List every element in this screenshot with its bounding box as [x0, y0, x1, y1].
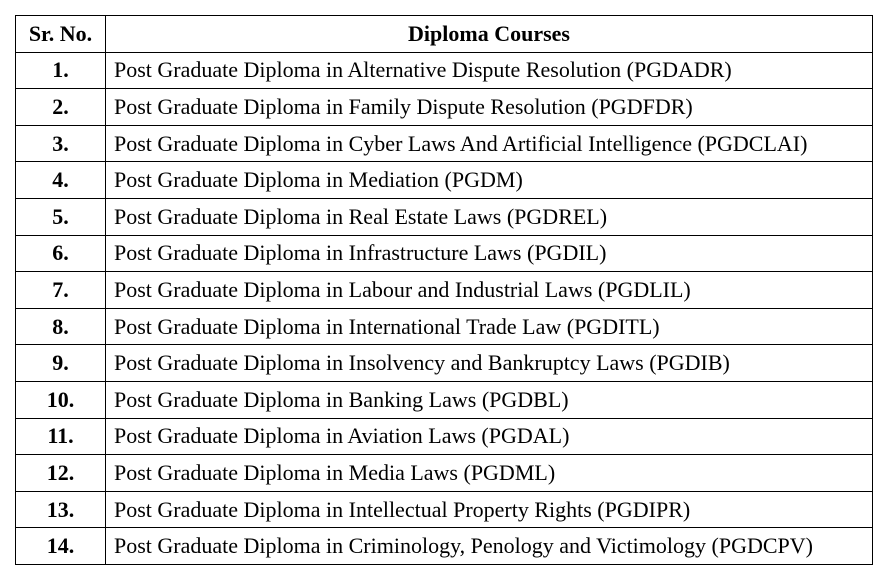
table-row	[16, 418, 873, 455]
course-name-cell: Post Graduate Diploma in Banking Laws (PGDBL)	[106, 381, 873, 418]
table-row	[16, 381, 873, 418]
table-row	[16, 528, 873, 565]
table-header	[16, 16, 873, 53]
sr-no-cell: 10.	[16, 381, 106, 418]
course-name-cell: Post Graduate Diploma in Cyber Laws And Artificial Intelligence (PGDCLAI)	[106, 125, 873, 162]
sr-no-cell: 12.	[16, 455, 106, 492]
course-name-cell: Post Graduate Diploma in Criminology, Penology and Victimology (PGDCPV)	[106, 528, 873, 565]
sr-no-cell: 4.	[16, 162, 106, 199]
course-name-cell: Post Graduate Diploma in Mediation (PGDM)	[106, 162, 873, 199]
course-name-cell: Post Graduate Diploma in Infrastructure Laws (PGDIL)	[106, 235, 873, 272]
sr-no-cell: 8.	[16, 308, 106, 345]
diploma-courses-header: Diploma Courses	[106, 16, 873, 53]
table-row	[16, 198, 873, 235]
table-row	[16, 345, 873, 382]
course-name-cell: Post Graduate Diploma in International Trade Law (PGDITL)	[106, 308, 873, 345]
course-name-cell: Post Graduate Diploma in Labour and Industrial Laws (PGDLIL)	[106, 272, 873, 309]
table-body	[16, 52, 873, 564]
table-row	[16, 52, 873, 89]
course-name-cell: Post Graduate Diploma in Aviation Laws (PGDAL)	[106, 418, 873, 455]
sr-no-cell: 11.	[16, 418, 106, 455]
diploma-courses-table	[15, 15, 873, 565]
sr-no-cell: 5.	[16, 198, 106, 235]
sr-no-cell: 1.	[16, 52, 106, 89]
table-row	[16, 235, 873, 272]
sr-no-cell: 6.	[16, 235, 106, 272]
table-row	[16, 125, 873, 162]
sr-no-cell: 13.	[16, 491, 106, 528]
table-row	[16, 272, 873, 309]
course-name-cell: Post Graduate Diploma in Media Laws (PGDML)	[106, 455, 873, 492]
table-row	[16, 162, 873, 199]
header-row	[16, 16, 873, 53]
sr-no-header: Sr. No.	[16, 16, 106, 53]
course-name-cell: Post Graduate Diploma in Family Dispute Resolution (PGDFDR)	[106, 89, 873, 126]
course-name-cell: Post Graduate Diploma in Intellectual Property Rights (PGDIPR)	[106, 491, 873, 528]
course-name-cell: Post Graduate Diploma in Insolvency and Bankruptcy Laws (PGDIB)	[106, 345, 873, 382]
sr-no-cell: 9.	[16, 345, 106, 382]
table-row	[16, 455, 873, 492]
sr-no-cell: 7.	[16, 272, 106, 309]
course-name-cell: Post Graduate Diploma in Real Estate Laws (PGDREL)	[106, 198, 873, 235]
sr-no-cell: 14.	[16, 528, 106, 565]
table-row	[16, 308, 873, 345]
sr-no-cell: 2.	[16, 89, 106, 126]
course-name-cell: Post Graduate Diploma in Alternative Dispute Resolution (PGDADR)	[106, 52, 873, 89]
table-row	[16, 491, 873, 528]
sr-no-cell: 3.	[16, 125, 106, 162]
table-row	[16, 89, 873, 126]
